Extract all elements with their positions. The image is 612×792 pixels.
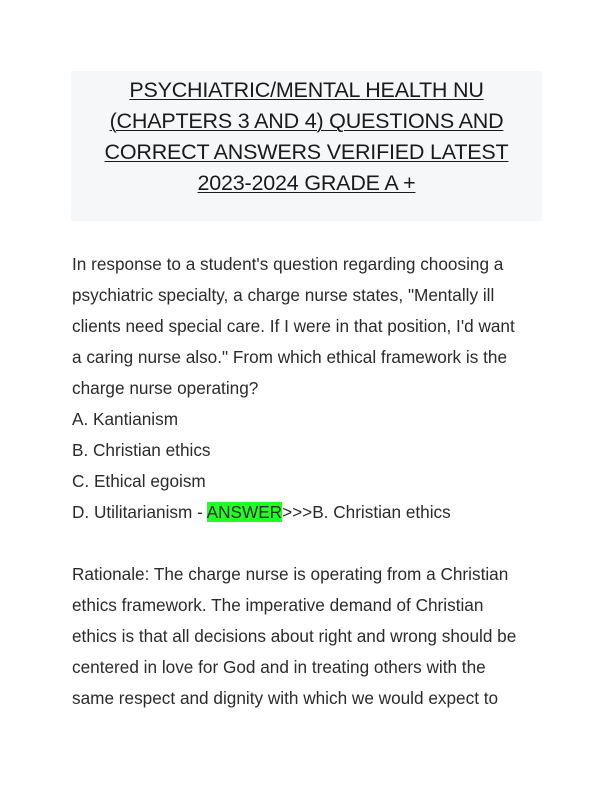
rationale-line: centered in love for God and in treating others with the <box>72 657 486 677</box>
answer-text: >>>B. Christian ethics <box>282 502 451 522</box>
option-d-with-answer <box>72 497 552 528</box>
question-line: psychiatric specialty, a charge nurse states, "Mentally ill <box>72 285 495 305</box>
rationale-block <box>72 559 552 714</box>
answer-highlight: ANSWER <box>206 502 283 522</box>
title-line: 2023-2024 GRADE A + <box>197 171 416 195</box>
title-line: CORRECT ANSWERS VERIFIED LATEST <box>104 140 509 164</box>
title-line: (CHAPTERS 3 AND 4) QUESTIONS AND <box>109 109 504 133</box>
rationale-line: Rationale: The charge nurse is operating from a Christian <box>72 564 509 584</box>
question-line: In response to a student's question regarding choosing a <box>72 254 504 274</box>
question-block <box>72 249 552 528</box>
option-c: C. Ethical egoism <box>72 471 206 491</box>
option-b: B. Christian ethics <box>72 440 211 460</box>
question-line: a caring nurse also." From which ethical framework is the <box>72 347 507 367</box>
title-line: PSYCHIATRIC/MENTAL HEALTH NU <box>129 78 484 102</box>
question-line: clients need special care. If I were in that position, I'd want <box>72 316 515 336</box>
option-d: D. Utilitarianism - <box>72 502 207 522</box>
rationale-line: same respect and dignity with which we would expect to <box>72 688 499 708</box>
title-box <box>71 71 542 221</box>
rationale-line: ethics framework. The imperative demand of Christian <box>72 595 484 615</box>
rationale-line: ethics is that all decisions about right and wrong should be <box>72 626 517 646</box>
document-title <box>71 71 542 199</box>
option-a: A. Kantianism <box>72 409 179 429</box>
question-line: charge nurse operating? <box>72 378 259 398</box>
